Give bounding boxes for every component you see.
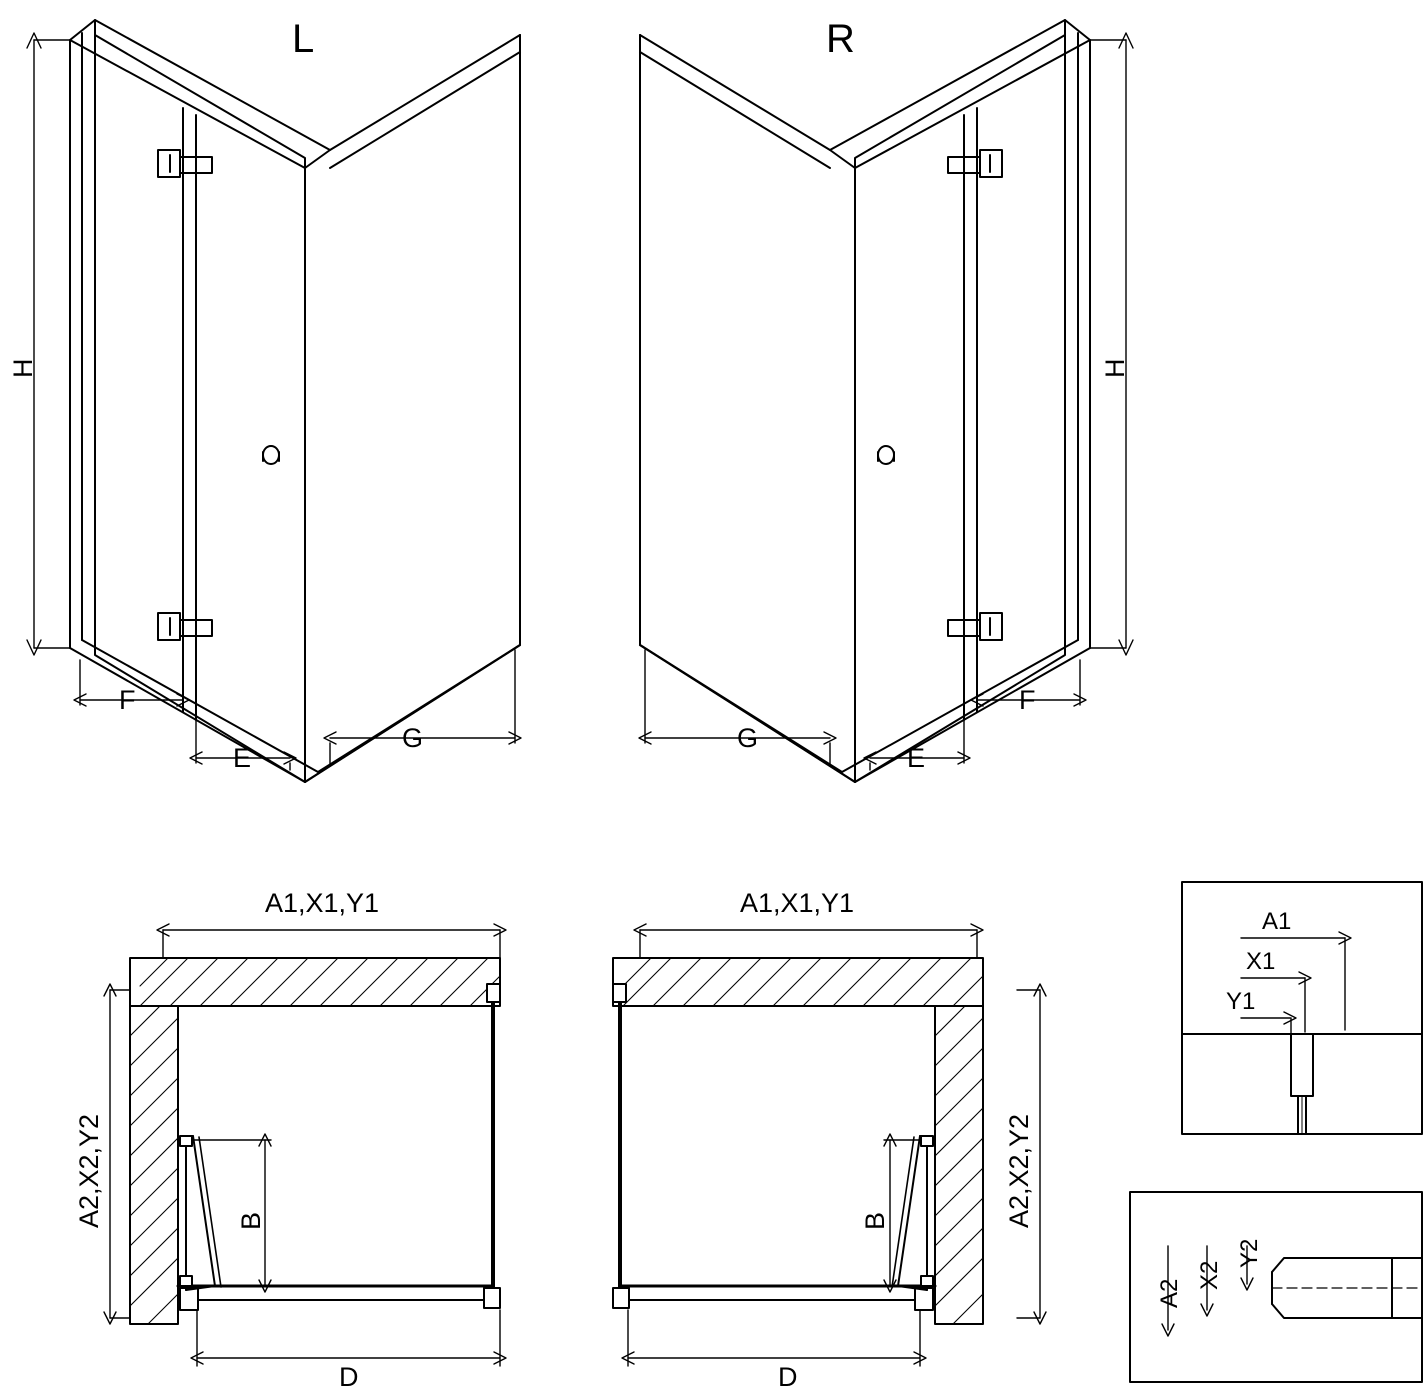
detail-bottom-a2: A2 bbox=[1156, 1278, 1183, 1308]
detail-top-a1: A1 bbox=[1262, 908, 1292, 935]
iso-left-dim-f: F bbox=[119, 685, 136, 715]
plan-left-side-dim: A2,X2,Y2 bbox=[74, 1113, 104, 1228]
hinge-right-lower bbox=[948, 613, 1002, 640]
iso-left-dim-g: G bbox=[402, 723, 424, 753]
plan-right bbox=[613, 958, 983, 1324]
dim-h-left bbox=[27, 33, 70, 655]
hinge-left-upper bbox=[158, 150, 212, 177]
dim-h-right bbox=[1090, 33, 1133, 655]
iso-left-height-label: H bbox=[8, 358, 38, 378]
plan-right-top-dim: A1,X1,Y1 bbox=[740, 888, 855, 918]
detail-bottom-x2: X2 bbox=[1196, 1260, 1223, 1290]
door-handle-right bbox=[878, 446, 894, 464]
hinge-left-lower bbox=[158, 613, 212, 640]
plan-left bbox=[130, 958, 500, 1324]
detail-top-box bbox=[1182, 882, 1422, 1134]
detail-top-y1: Y1 bbox=[1226, 988, 1256, 1015]
iso-right-height-label: H bbox=[1100, 358, 1130, 378]
iso-right-dim-g: G bbox=[737, 723, 759, 753]
plan-right-door-dim: B bbox=[860, 1211, 890, 1230]
dim-feg-left bbox=[74, 650, 521, 770]
iso-left-enclosure bbox=[70, 20, 520, 782]
iso-right-dim-e: E bbox=[907, 743, 926, 773]
detail-bottom-y2: Y2 bbox=[1236, 1238, 1263, 1268]
plan-right-bottom-dim: D bbox=[778, 1362, 798, 1392]
view-title-right: R bbox=[826, 17, 855, 61]
plan-left-top-dim: A1,X1,Y1 bbox=[265, 888, 380, 918]
iso-right-enclosure bbox=[640, 20, 1090, 782]
plan-right-side-dim: A2,X2,Y2 bbox=[1004, 1113, 1034, 1228]
plan-left-bottom-dim: D bbox=[339, 1362, 359, 1392]
view-title-left: L bbox=[292, 17, 315, 61]
door-handle-left bbox=[263, 446, 279, 464]
hinge-right-upper bbox=[948, 150, 1002, 177]
detail-top-x1: X1 bbox=[1246, 948, 1276, 975]
iso-left-dim-e: E bbox=[233, 743, 252, 773]
iso-right-dim-f: F bbox=[1019, 685, 1036, 715]
plan-left-door-dim: B bbox=[236, 1211, 266, 1230]
